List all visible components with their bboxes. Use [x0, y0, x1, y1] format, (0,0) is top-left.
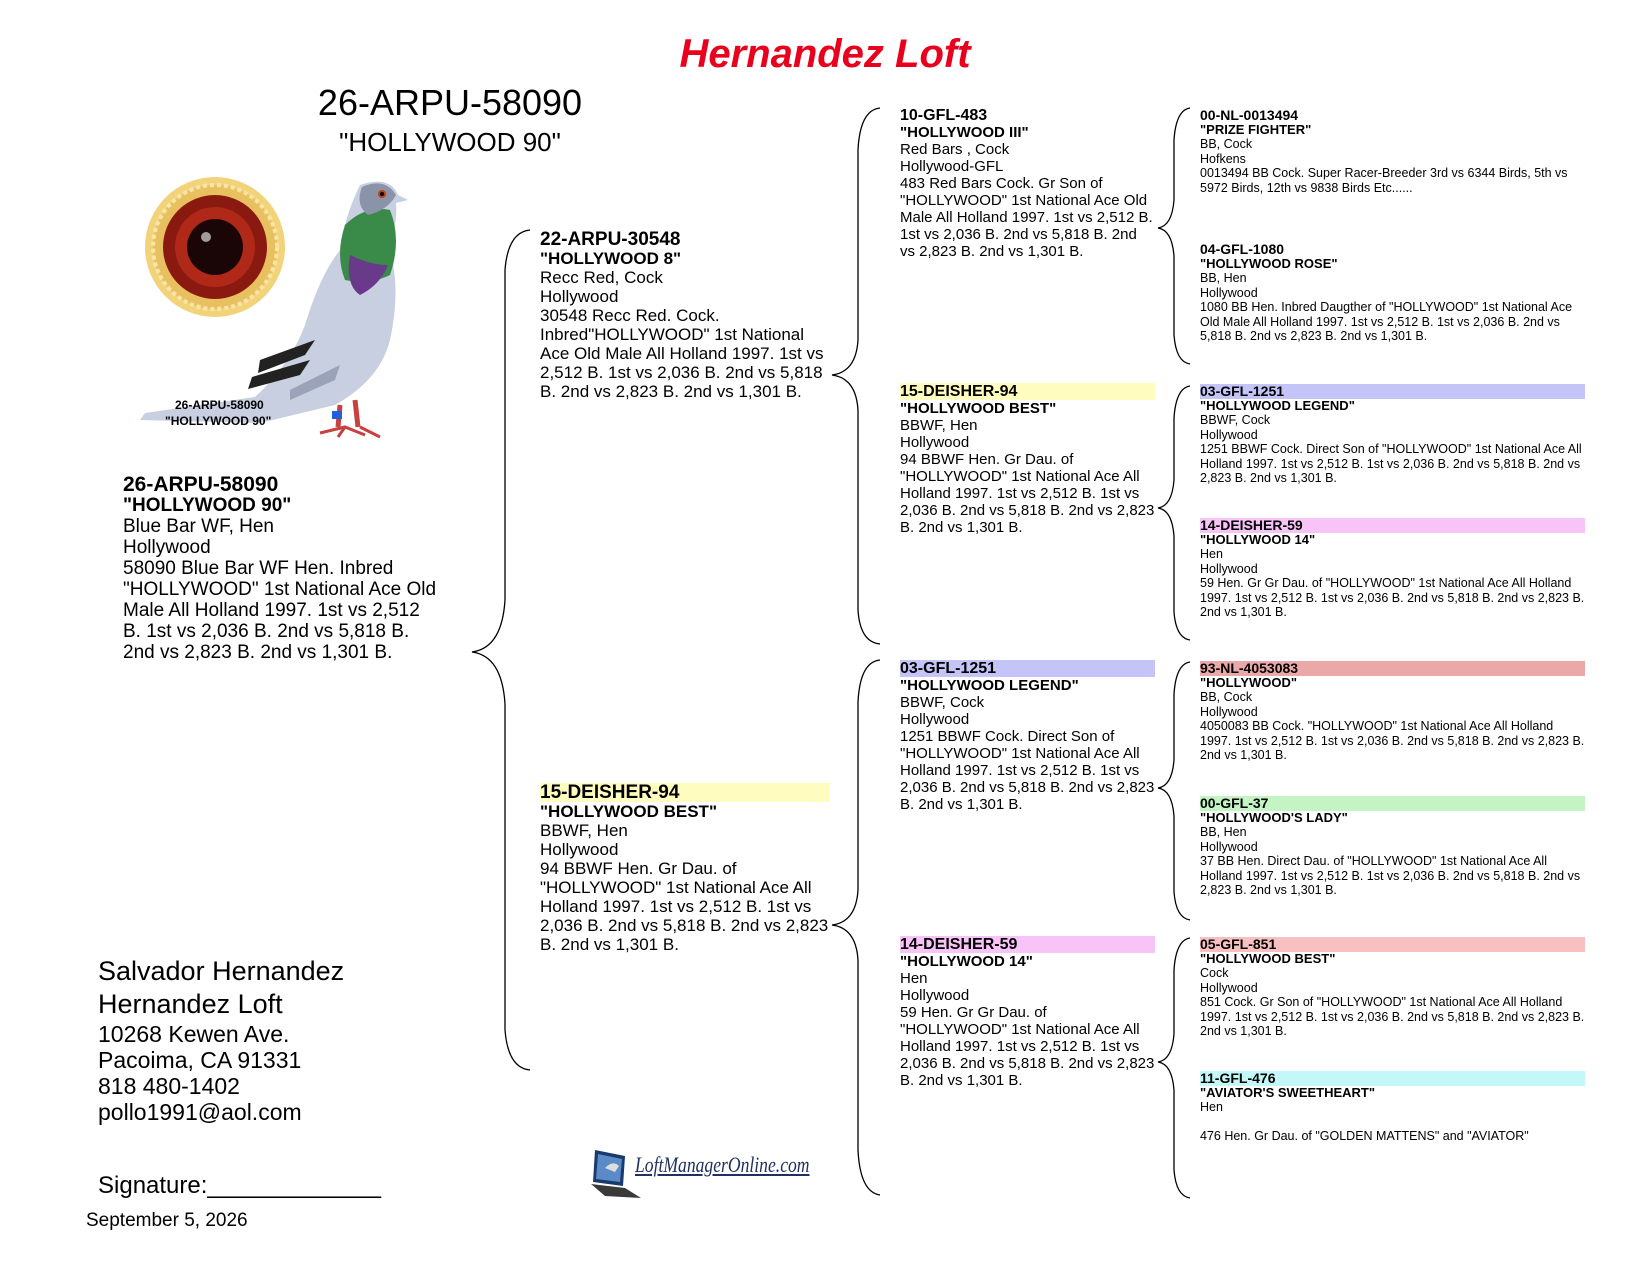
- gp-strain: Hollywood: [900, 434, 970, 451]
- great-grandparent-6: [1200, 796, 1585, 898]
- ggp-strain: Hollywood: [1200, 285, 1258, 300]
- bracket-gp2: [1158, 386, 1190, 640]
- sire-strain: Hollywood: [540, 287, 619, 306]
- ggp-ring: 05-GFL-851: [1200, 937, 1585, 952]
- ggp-strain: Hollywood: [1200, 839, 1258, 854]
- ggp-ring: 00-GFL-37: [1200, 796, 1585, 811]
- ggp-ring: 11-GFL-476: [1200, 1071, 1585, 1086]
- owner-loft: Hernandez Loft: [98, 989, 283, 1019]
- ggp-strain: Hollywood: [1200, 561, 1258, 576]
- great-grandparent-2: [1200, 242, 1585, 344]
- bracket-sire: [832, 108, 880, 644]
- ggp-name: "HOLLYWOOD ROSE": [1200, 255, 1338, 271]
- dam-color-sex: BBWF, Hen: [540, 821, 628, 840]
- gp-color-sex: Hen: [900, 970, 928, 987]
- ggp-color-sex: BB, Hen: [1200, 825, 1247, 839]
- gp-notes: 1251 BBWF Cock. Direct Son of "HOLLYWOOD" 1st National Ace All Holland 1997. 1st vs 2,512 B. 1st vs 2,036 B. 2nd vs 5,818 B. 2nd vs 2,823 B. 2nd vs 1,301 B.: [900, 728, 1155, 813]
- ggp-strain: Hollywood: [1200, 704, 1258, 719]
- gp-strain: Hollywood: [900, 987, 970, 1004]
- signature-line: Signature:_____________: [98, 1172, 381, 1199]
- ggp-name: "HOLLYWOOD BEST": [1200, 950, 1336, 966]
- ggp-name: "HOLLYWOOD": [1200, 674, 1298, 690]
- bracket-gp1: [1158, 108, 1190, 364]
- ggp-strain: Hollywood: [1200, 980, 1258, 995]
- ggp-notes: 1080 BB Hen. Inbred Daugther of "HOLLYWOOD" 1st National Ace Old Male All Holland 1997. 1st vs 2,512 B. 1st vs 2,036 B. 2nd vs 5,818 B. 2nd vs 2,823 B. 2nd vs 1,301 B.: [1200, 300, 1573, 343]
- loftmanager-logo: [585, 1142, 810, 1202]
- great-grandparent-3: [1200, 384, 1585, 486]
- gp-strain: Hollywood: [900, 711, 970, 728]
- subject-bird: [123, 474, 443, 663]
- ggp-ring: 14-DEISHER-59: [1200, 518, 1585, 533]
- ggp-blank-line: [1200, 1115, 1585, 1129]
- dam-strain: Hollywood: [540, 840, 619, 859]
- header-bird-name: "HOLLYWOOD 90": [339, 127, 561, 157]
- ggp-color-sex: Hen: [1200, 547, 1223, 561]
- gp-color-sex: BBWF, Cock: [900, 694, 985, 711]
- ggp-strain: Hollywood: [1200, 427, 1258, 442]
- sire-bird: [540, 230, 830, 401]
- gp-ring: 10-GFL-483: [900, 107, 988, 124]
- great-grandparent-7: [1200, 937, 1585, 1039]
- dam-name: "HOLLYWOOD BEST": [540, 802, 717, 821]
- header-ring-number: 26-ARPU-58090: [317, 82, 583, 123]
- grandparent-sire-sire: [900, 107, 1155, 260]
- gp-color-sex: Red Bars , Cock: [900, 141, 1010, 158]
- owner-info: [98, 955, 344, 1125]
- ggp-name: "PRIZE FIGHTER": [1200, 121, 1312, 137]
- print-date: September 5, 2026: [86, 1210, 248, 1231]
- subject-name: "HOLLYWOOD 90": [123, 495, 292, 516]
- gp-notes: 94 BBWF Hen. Gr Dau. of "HOLLYWOOD" 1st National Ace All Holland 1997. 1st vs 2,512 B. 1st vs 2,036 B. 2nd vs 5,818 B. 2nd vs 2,823 B. 2nd vs 1,301 B.: [900, 451, 1155, 536]
- grandparent-dam-dam: [900, 936, 1155, 1089]
- subject-ring: 26-ARPU-58090: [123, 473, 279, 496]
- ggp-ring: 04-GFL-1080: [1200, 241, 1285, 257]
- gp-color-sex: BBWF, Hen: [900, 417, 978, 434]
- ggp-color-sex: BB, Cock: [1200, 690, 1253, 704]
- gp-strain: Hollywood-GFL: [900, 158, 1004, 175]
- ggp-ring: 93-NL-4053083: [1200, 661, 1585, 676]
- gp-ring: 14-DEISHER-59: [900, 936, 1155, 953]
- gp-name: "HOLLYWOOD BEST": [900, 400, 1057, 417]
- ggp-name: "HOLLYWOOD LEGEND": [1200, 397, 1355, 413]
- ggp-strain: Hofkens: [1200, 151, 1246, 166]
- ggp-notes: 0013494 BB Cock. Super Racer-Breeder 3rd vs 6344 Birds, 5th vs 5972 Birds, 12th vs 9838 Birds Etc......: [1200, 166, 1568, 195]
- ggp-notes: 59 Hen. Gr Gr Dau. of "HOLLYWOOD" 1st National Ace All Holland 1997. 1st vs 2,512 B. 1st vs 2,036 B. 2nd vs 5,818 B. 2nd vs 2,823 B. 2nd vs 1,301 B.: [1200, 576, 1585, 619]
- subject-notes: 58090 Blue Bar WF Hen. Inbred "HOLLYWOOD" 1st National Ace Old Male All Holland 1997. 1st vs 2,512 B. 1st vs 2,036 B. 2nd vs 5,818 B. 2nd vs 2,823 B. 2nd vs 1,301 B.: [123, 558, 437, 663]
- dam-notes: 94 BBWF Hen. Gr Dau. of "HOLLYWOOD" 1st National Ace All Holland 1997. 1st vs 2,512 B. 1st vs 2,036 B. 2nd vs 5,818 B. 2nd vs 2,823 B. 2nd vs 1,301 B.: [540, 859, 829, 954]
- great-grandparent-1: [1200, 108, 1585, 195]
- gp-name: "HOLLYWOOD LEGEND": [900, 677, 1079, 694]
- logo-text[interactable]: LoftManagerOnline.com: [635, 1152, 810, 1177]
- ggp-notes: 1251 BBWF Cock. Direct Son of "HOLLYWOOD" 1st National Ace All Holland 1997. 1st vs 2,512 B. 1st vs 2,036 B. 2nd vs 5,818 B. 2nd vs 2,823 B. 2nd vs 1,301 B.: [1200, 442, 1582, 485]
- ggp-ring: 03-GFL-1251: [1200, 384, 1585, 399]
- bracket-dam: [832, 660, 880, 1195]
- ggp-notes: 4050083 BB Cock. "HOLLYWOOD" 1st National Ace All Holland 1997. 1st vs 2,512 B. 1st vs 2,036 B. 2nd vs 5,818 B. 2nd vs 2,823 B. 2nd vs 1,301 B.: [1200, 719, 1585, 762]
- bracket-gp4: [1158, 938, 1190, 1198]
- ggp-color-sex: Cock: [1200, 966, 1229, 980]
- ggp-name: "HOLLYWOOD'S LADY": [1200, 809, 1348, 825]
- great-grandparent-5: [1200, 661, 1585, 763]
- great-grandparent-8: [1200, 1071, 1585, 1143]
- sire-ring: 22-ARPU-30548: [540, 229, 681, 250]
- gp-name: "HOLLYWOOD III": [900, 124, 1029, 141]
- gp-notes: 59 Hen. Gr Gr Dau. of "HOLLYWOOD" 1st National Ace All Holland 1997. 1st vs 2,512 B. 1st vs 2,036 B. 2nd vs 5,818 B. 2nd vs 2,823 B. 2nd vs 1,301 B.: [900, 1004, 1155, 1089]
- owner-email[interactable]: pollo1991@aol.com: [98, 1099, 302, 1125]
- ggp-name: "HOLLYWOOD 14": [1200, 531, 1316, 547]
- ggp-color-sex: BB, Hen: [1200, 271, 1247, 285]
- grandparent-dam-sire: [900, 660, 1155, 813]
- gp-name: "HOLLYWOOD 14": [900, 953, 1033, 970]
- ggp-color-sex: BB, Cock: [1200, 137, 1253, 151]
- owner-address: 10268 Kewen Ave.: [98, 1021, 290, 1047]
- ggp-notes: 37 BB Hen. Direct Dau. of "HOLLYWOOD" 1st National Ace All Holland 1997. 1st vs 2,512 B. 1st vs 2,036 B. 2nd vs 5,818 B. 2nd vs 2,823 B. 2nd vs 1,301 B.: [1200, 854, 1581, 897]
- gp-ring: 15-DEISHER-94: [900, 383, 1155, 400]
- dam-bird: [540, 783, 830, 954]
- owner-city: Pacoima, CA 91331: [98, 1047, 302, 1073]
- gp-notes: 483 Red Bars Cock. Gr Son of "HOLLYWOOD" 1st National Ace Old Male All Holland 1997. 1st vs 2,512 B. 1st vs 2,036 B. 2nd vs 5,818 B. 2nd vs 2,823 B. 2nd vs 1,301 B.: [900, 175, 1153, 260]
- sire-name: "HOLLYWOOD 8": [540, 249, 682, 268]
- grandparent-sire-dam: [900, 383, 1155, 536]
- sire-notes: 30548 Recc Red. Cock. Inbred"HOLLYWOOD" 1st National Ace Old Male All Holland 1997. 1st vs 2,512 B. 1st vs 2,036 B. 2nd vs 5,818 B. 2nd vs 2,823 B. 2nd vs 1,301 B.: [540, 306, 824, 401]
- great-grandparent-4: [1200, 518, 1585, 620]
- loft-title: Hernandez Loft: [679, 32, 971, 76]
- subject-color-sex: Blue Bar WF, Hen: [123, 516, 274, 537]
- bracket-gp3: [1158, 662, 1190, 920]
- ggp-notes: 476 Hen. Gr Dau. of "GOLDEN MATTENS" and "AVIATOR": [1200, 1128, 1529, 1143]
- ggp-name: "AVIATOR'S SWEETHEART": [1200, 1084, 1376, 1100]
- sire-color-sex: Recc Red, Cock: [540, 268, 663, 287]
- photo-caption-name: "HOLLYWOOD 90": [165, 414, 272, 428]
- owner-name: Salvador Hernandez: [98, 956, 345, 986]
- owner-phone: 818 480-1402: [98, 1073, 240, 1099]
- gp-ring: 03-GFL-1251: [900, 660, 1155, 677]
- subject-strain: Hollywood: [123, 537, 211, 558]
- ggp-notes: 851 Cock. Gr Son of "HOLLYWOOD" 1st National Ace All Holland 1997. 1st vs 2,512 B. 1st vs 2,036 B. 2nd vs 5,818 B. 2nd vs 2,823 B. 2nd vs 1,301 B.: [1200, 995, 1585, 1038]
- dam-ring: 15-DEISHER-94: [540, 783, 830, 802]
- pigeon-photo: [140, 165, 440, 465]
- ggp-color-sex: BBWF, Cock: [1200, 413, 1271, 427]
- photo-caption-ring: 26-ARPU-58090: [175, 398, 264, 412]
- bracket-generation-1: [472, 230, 530, 1070]
- ggp-ring: 00-NL-0013494: [1200, 107, 1299, 123]
- ggp-color-sex: Hen: [1200, 1100, 1223, 1114]
